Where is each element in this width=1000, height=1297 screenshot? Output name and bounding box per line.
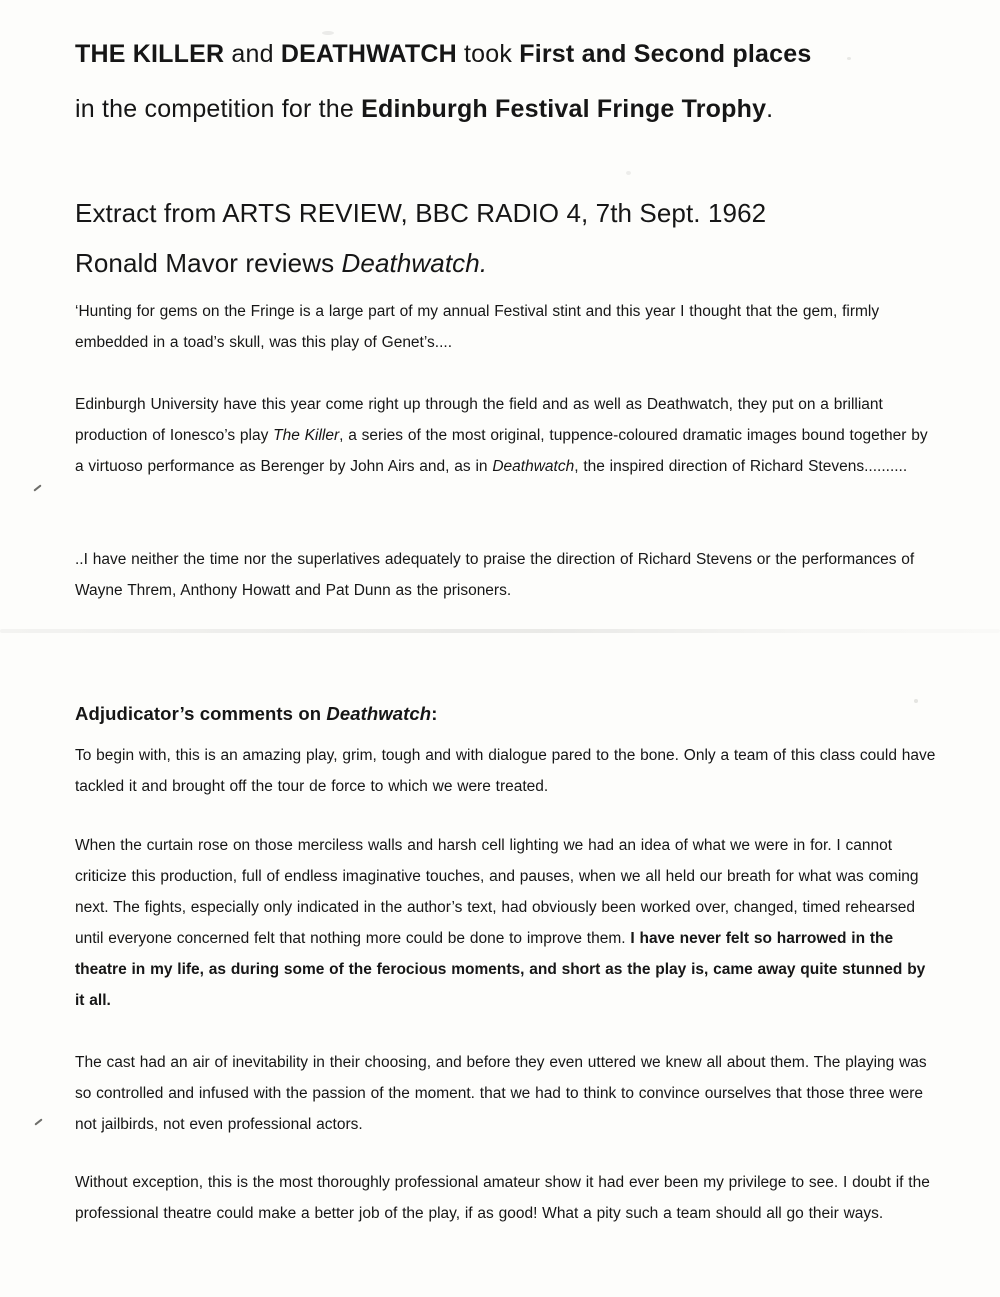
review-paragraph-2	[75, 389, 939, 482]
text-segment: Edinburgh Festival Fringe Trophy	[361, 95, 767, 123]
scan-speck	[847, 57, 851, 60]
text-segment: I have never felt so harrowed in the theatre in my life, as during some of the ferocious moments, and short as the play is, came away quite stunned by it all.	[75, 930, 926, 1009]
text-segment: , a series of the most original, tuppence-coloured dramatic images bound together by a virtuoso performance as Berenger by John Airs and, as in	[75, 427, 928, 475]
text-segment: When the curtain rose on those merciless walls and harsh cell lighting we had an idea of what we were in for. I cannot criticize this production, full of endless imaginative touches, and pauses, when we all held our breath for what was coming next. The fights, especially only indicated in the author’s text, had obviously been worked over, changed, timed rehearsed until everyone concerned felt that nothing more could be done to improve them.	[75, 837, 919, 947]
text-segment: in the competition for the	[75, 95, 362, 123]
scan-crease-line	[0, 629, 1000, 633]
text-segment: Edinburgh University have this year come right up through the field and as well as Deathwatch, they put on a brilliant production of Ionesco’s play	[75, 396, 883, 444]
text-segment: took	[456, 40, 520, 68]
text-segment: .	[766, 95, 774, 123]
text-segment: Deathwatch	[492, 458, 575, 475]
text-segment: First and Second places	[519, 40, 812, 68]
text-segment: :	[431, 703, 438, 724]
adjudicator-paragraph-4: Without exception, this is the most thoroughly professional amateur show it had ever been my privilege to see. I doubt if the professional theatre could make a better job of the play, if as good! What a pity such a team should all go their ways.	[75, 1174, 930, 1222]
text-segment: and	[224, 40, 281, 68]
reviewer-byline	[75, 248, 939, 279]
review-paragraph-3: ..I have neither the time nor the superlatives adequately to praise the direction of Richard Stevens or the performances of Wayne Threm, Anthony Howatt and Pat Dunn as the prisoners.	[75, 551, 915, 599]
text-segment: DEATHWATCH	[280, 40, 457, 68]
margin-tick-mark	[34, 1118, 42, 1125]
text-segment: Adjudicator’s comments on	[75, 703, 327, 724]
text-segment: THE KILLER	[75, 40, 225, 68]
broadcast-source-line: Extract from ARTS REVIEW, BBC RADIO 4, 7th Sept. 1962	[75, 198, 767, 228]
text-segment: Ronald Mavor reviews	[75, 248, 342, 278]
adjudicator-section-heading	[75, 703, 939, 725]
margin-tick-mark	[33, 484, 41, 491]
adjudicator-paragraph-1: To begin with, this is an amazing play, grim, tough and with dialogue pared to the bone. Only a team of this class could have tackled it and brought off the tour de force to which we were treated.	[75, 747, 936, 795]
text-segment: Deathwatch	[326, 703, 432, 724]
text-segment: Deathwatch.	[341, 248, 488, 278]
scan-speck	[322, 31, 334, 35]
review-paragraph-1: ‘Hunting for gems on the Fringe is a large part of my annual Festival stint and this year I thought that the gem, firmly embedded in a toad’s skull, was this play of Genet’s....	[75, 303, 880, 351]
adjudicator-paragraph-2	[75, 830, 939, 1016]
adjudicator-paragraph-3: The cast had an air of inevitability in their choosing, and before they even uttered we knew all about them. The playing was so controlled and infused with the passion of the moment. that we had to think to convince ourselves that those three were not jailbirds, not even professional actors.	[75, 1054, 927, 1133]
document-title-line-1	[75, 40, 939, 69]
document-title-line-2	[75, 95, 939, 124]
scan-speck	[914, 699, 918, 703]
text-segment: The Killer	[273, 427, 340, 444]
scan-speck	[626, 171, 631, 175]
text-segment: , the inspired direction of Richard Stevens..........	[574, 458, 908, 475]
